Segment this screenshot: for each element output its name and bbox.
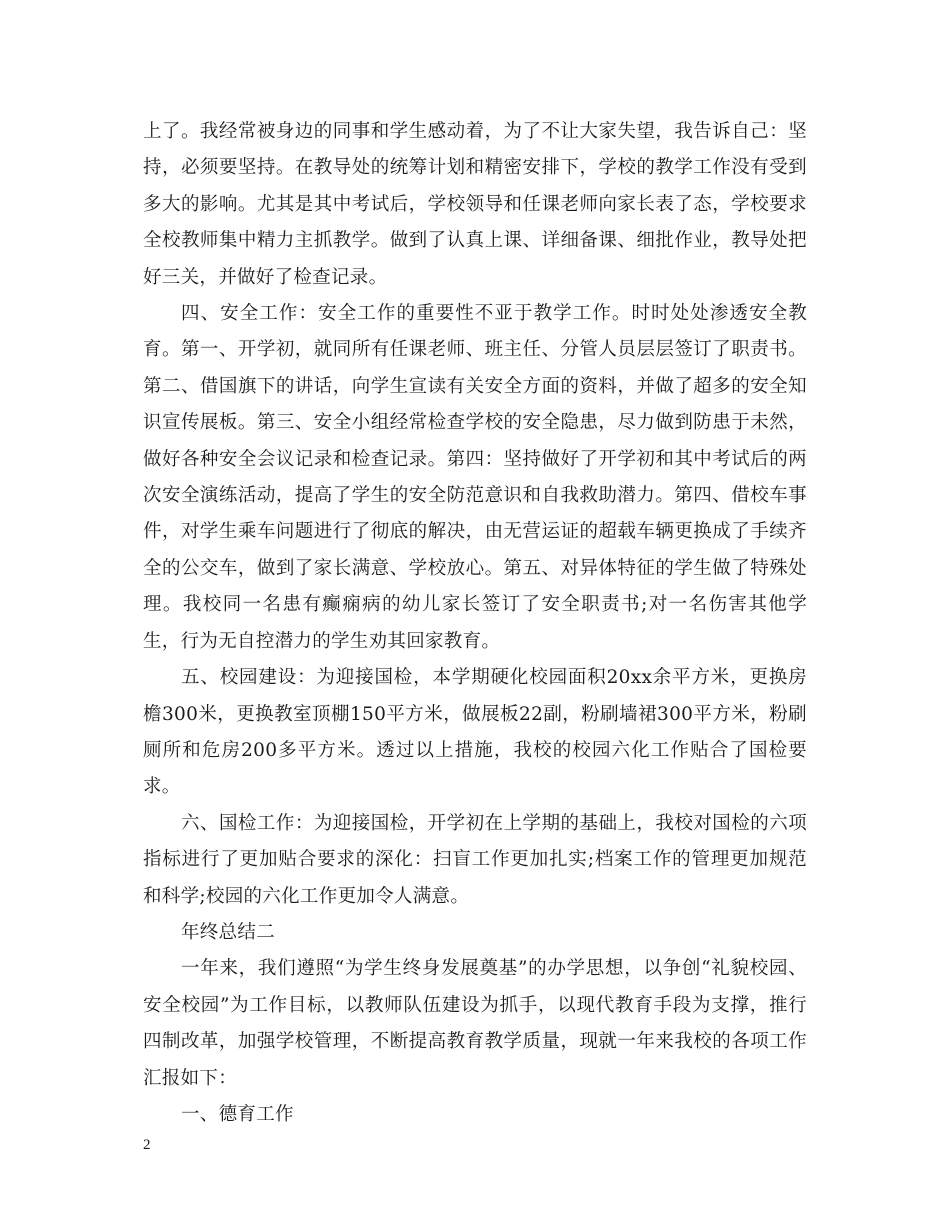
paragraph-summary-intro: 一年来，我们遵照“为学生终身发展奠基”的办学思想，以争创“礼貌校园、安全校园”为工作目标，以教师队伍建设为抓手，以现代教育手段为支撑，推行四制改革，加强学校管理，不断提高教育教学质量，现就一年来我校的各项工作汇报如下： <box>143 958 807 1089</box>
page-number: 2 <box>143 1137 151 1153</box>
section-heading-moral-education: 一、德育工作 <box>181 1103 294 1125</box>
paragraph-safety-work: 四、安全工作：安全工作的重要性不亚于教学工作。时时处处渗透安全教育。第一、开学初，就同所有任课老师、班主任、分管人员层层签订了职责书。第二、借国旗下的讲话，向学生宣读有关安全方面的资料，并做了超多的安全知识宣传展板。第三、安全小组经常检查学校的安全隐患，尽力做到防患于未然，做好各种安全会议记录和检查记录。第四：坚持做好了开学初和其中考试后的两次安全演练活动，提高了学生的安全防范意识和自我救助潜力。第四、借校车事件，对学生乘车问题进行了彻底的解决，由无营运证的超载车辆更换成了手续齐全的公交车，做到了家长满意、学校放心。第五、对异体特征的学生做了特殊处理。我校同一名患有癫痫病的幼儿家长签订了安全职责书;对一名伤害其他学生，行为无自控潜力的学生劝其回家教育。 <box>143 303 807 652</box>
section-heading-summary-two: 年终总结二 <box>181 921 276 943</box>
paragraph-national-inspection: 六、国检工作：为迎接国检，开学初在上学期的基础上，我校对国检的六项指标进行了更加贴合要求的深化：扫盲工作更加扎实;档案工作的管理更加规范和科学;校园的六化工作更加令人满意。 <box>143 812 807 907</box>
document-body <box>143 114 807 1133</box>
paragraph-campus-construction: 五、校园建设：为迎接国检，本学期硬化校园面积20xx余平方米，更换房檐300米，更换教室顶棚150平方米，做展板22副，粉刷墙裙300平方米，粉刷厕所和危房200多平方米。透过以上措施，我校的校园六化工作贴合了国检要求。 <box>143 667 807 798</box>
paragraph-continuation: 上了。我经常被身边的同事和学生感动着，为了不让大家失望，我告诉自己：坚持，必须要坚持。在教导处的统筹计划和精密安排下，学校的教学工作没有受到多大的影响。尤其是其中考试后，学校领导和任课老师向家长表了态，学校要求全校教师集中精力主抓教学。做到了认真上课、详细备课、细批作业，教导处把好三关，并做好了检查记录。 <box>143 121 807 288</box>
